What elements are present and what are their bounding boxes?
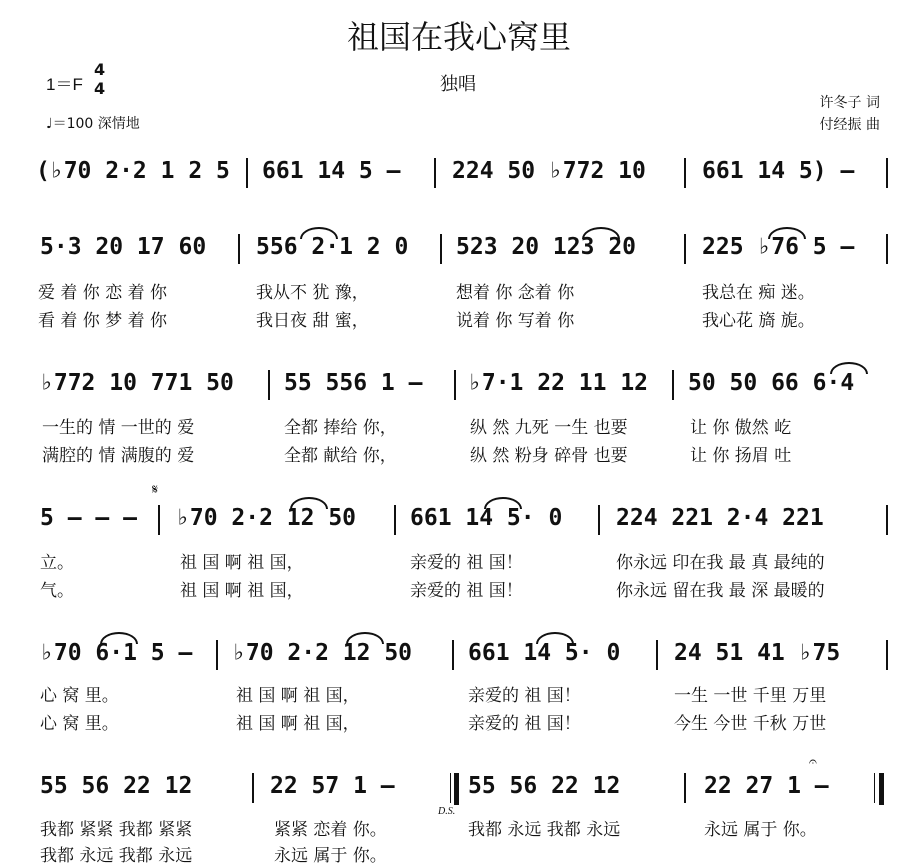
measure-4-2: ♭70 2·2 12 50 — [176, 505, 357, 531]
measure-5-4: 24 51 41 ♭75 — [674, 640, 841, 666]
barline — [440, 234, 442, 264]
lyric-3-1-2: 全都 捧给 你， — [284, 418, 397, 438]
final-thick-barline — [879, 773, 884, 805]
lyric-2-2-3: 说着 你 写着 你 — [456, 311, 575, 331]
measure-1-3: 224 50 ♭772 10 — [452, 158, 646, 184]
lyric-3-1-3: 纵 然 九死 一生 也要 — [470, 418, 628, 438]
measure-2-2: 556 2·1 2 0 — [256, 234, 409, 260]
measure-3-1: ♭772 10 771 50 — [40, 370, 234, 396]
lyric-3-2-1: 满腔的 情 满腹的 爱 — [42, 446, 195, 466]
lyric-5-2-2: 祖 国 啊 祖 国， — [236, 714, 360, 734]
lyric-4-2-3: 亲爱的 祖 国！ — [410, 581, 523, 601]
credits — [820, 92, 880, 136]
lyric-5-1-1: 心 窝 里。 — [40, 686, 119, 706]
dal-segno-marking: D.S. — [438, 806, 456, 817]
barline — [886, 505, 888, 535]
repeat-end-thin-barline — [450, 773, 451, 803]
lyric-5-2-3: 亲爱的 祖 国！ — [468, 714, 581, 734]
barline — [454, 370, 456, 400]
lyric-2-1-4: 我总在 痴 迷。 — [702, 283, 815, 303]
lyric-2-2-1: 看 着 你 梦 着 你 — [38, 311, 168, 331]
song-title: 祖国在我心窝里 — [346, 18, 571, 56]
lyric-3-2-4: 让 你 扬眉 吐 — [690, 446, 792, 466]
lyric-2-2-4: 我心花 旖 旎。 — [702, 311, 815, 331]
barline — [672, 370, 674, 400]
slur — [536, 632, 574, 644]
barline — [886, 234, 888, 264]
barline — [238, 234, 240, 264]
lyric-6-2-2: 永远 属于 你。 — [274, 846, 387, 866]
lyric-2-1-2: 我从不 犹 豫， — [256, 283, 369, 303]
barline — [684, 234, 686, 264]
lyric-4-2-4: 你永远 留在我 最 深 最暖的 — [616, 581, 825, 601]
lyricist: 许冬子 词 — [819, 95, 880, 111]
measure-2-1: 5·3 20 17 60 — [40, 234, 207, 260]
lyric-5-2-1: 心 窝 里。 — [40, 714, 119, 734]
measure-1-2: 661 14 5 – — [262, 158, 401, 184]
lyric-4-2-2: 祖 国 啊 祖 国， — [180, 581, 304, 601]
lyric-6-1-1: 我都 紧紧 我都 紧紧 — [40, 820, 193, 840]
measure-6-2: 22 57 1 – — [270, 773, 395, 799]
lyric-3-1-4: 让 你 傲然 屹 — [690, 418, 792, 438]
measure-1-1: (♭70 2·2 1 2 5 — [36, 158, 230, 184]
lyric-4-1-1: 立。 — [40, 553, 74, 573]
slur — [346, 632, 384, 644]
lyric-6-1-2: 紧紧 恋着 你。 — [274, 820, 387, 840]
barline — [434, 158, 436, 188]
slur — [830, 362, 868, 374]
composer: 付经振 曲 — [819, 117, 880, 133]
measure-3-2: 55 556 1 – — [284, 370, 423, 396]
measure-4-4: 224 221 2·4 221 — [616, 505, 824, 531]
segno-sign: 𝄋 — [152, 482, 159, 498]
slur — [582, 227, 620, 239]
repeat-end-thick-barline — [454, 773, 459, 805]
barline — [452, 640, 454, 670]
lyric-3-2-2: 全都 献给 你， — [284, 446, 397, 466]
lyric-2-2-2: 我日夜 甜 蜜， — [256, 311, 369, 331]
barline — [684, 773, 686, 803]
measure-6-1: 55 56 22 12 — [40, 773, 193, 799]
measure-5-3: 661 14 5· 0 — [468, 640, 621, 666]
time-signature — [94, 60, 105, 98]
final-thin-barline — [874, 773, 875, 803]
lyric-6-1-4: 永远 属于 你。 — [704, 820, 817, 840]
barline — [886, 158, 888, 188]
fermata-sign: 𝄐 — [809, 754, 817, 770]
performance-type: 独唱 — [440, 74, 476, 95]
barline — [252, 773, 254, 803]
tempo-marking: ♩＝100 深情地 — [46, 116, 140, 132]
time-signature-top: 4 — [94, 60, 106, 79]
lyric-5-1-3: 亲爱的 祖 国！ — [468, 686, 581, 706]
lyric-4-1-3: 亲爱的 祖 国！ — [410, 553, 523, 573]
barline — [684, 158, 686, 188]
lyric-6-2-1: 我都 永远 我都 永远 — [40, 846, 193, 866]
barline — [246, 158, 248, 188]
barline — [598, 505, 600, 535]
lyric-4-1-4: 你永远 印在我 最 真 最纯的 — [616, 553, 825, 573]
lyric-2-1-3: 想着 你 念着 你 — [456, 283, 575, 303]
measure-2-3: 523 20 123 20 — [456, 234, 637, 260]
time-signature-bottom: 4 — [94, 79, 106, 98]
slur — [484, 497, 522, 509]
barline — [268, 370, 270, 400]
slur — [300, 227, 338, 239]
measure-4-1: 5 – – – — [40, 505, 137, 531]
lyric-3-1-1: 一生的 情 一世的 爱 — [42, 418, 195, 438]
measure-6-4: 22 27 1 – — [704, 773, 829, 799]
lyric-5-2-4: 今生 今世 千秋 万世 — [674, 714, 827, 734]
measure-5-2: ♭70 2·2 12 50 — [232, 640, 413, 666]
measure-6-3: 55 56 22 12 — [468, 773, 621, 799]
measure-3-3: ♭7·1 22 11 12 — [468, 370, 649, 396]
barline — [216, 640, 218, 670]
measure-3-4: 50 50 66 6·4 — [688, 370, 855, 396]
barline — [158, 505, 160, 535]
slur — [100, 632, 138, 644]
barline — [394, 505, 396, 535]
measure-5-1: ♭70 6·1 5 – — [40, 640, 193, 666]
measure-2-4: 225 ♭76 5 – — [702, 234, 855, 260]
lyric-2-1-1: 爱 着 你 恋 着 你 — [38, 283, 168, 303]
lyric-5-1-4: 一生 一世 千里 万里 — [674, 686, 827, 706]
lyric-6-1-3: 我都 永远 我都 永远 — [468, 820, 621, 840]
barline — [886, 640, 888, 670]
lyric-4-2-1: 气。 — [40, 581, 74, 601]
measure-4-3: 661 14 5· 0 — [410, 505, 563, 531]
lyric-5-1-2: 祖 国 啊 祖 国， — [236, 686, 360, 706]
slur — [290, 497, 328, 509]
key-signature: 1＝F — [46, 75, 83, 94]
lyric-4-1-2: 祖 国 啊 祖 国， — [180, 553, 304, 573]
barline — [656, 640, 658, 670]
slur — [768, 227, 806, 239]
measure-1-4: 661 14 5) – — [702, 158, 855, 184]
lyric-3-2-3: 纵 然 粉身 碎骨 也要 — [470, 446, 628, 466]
